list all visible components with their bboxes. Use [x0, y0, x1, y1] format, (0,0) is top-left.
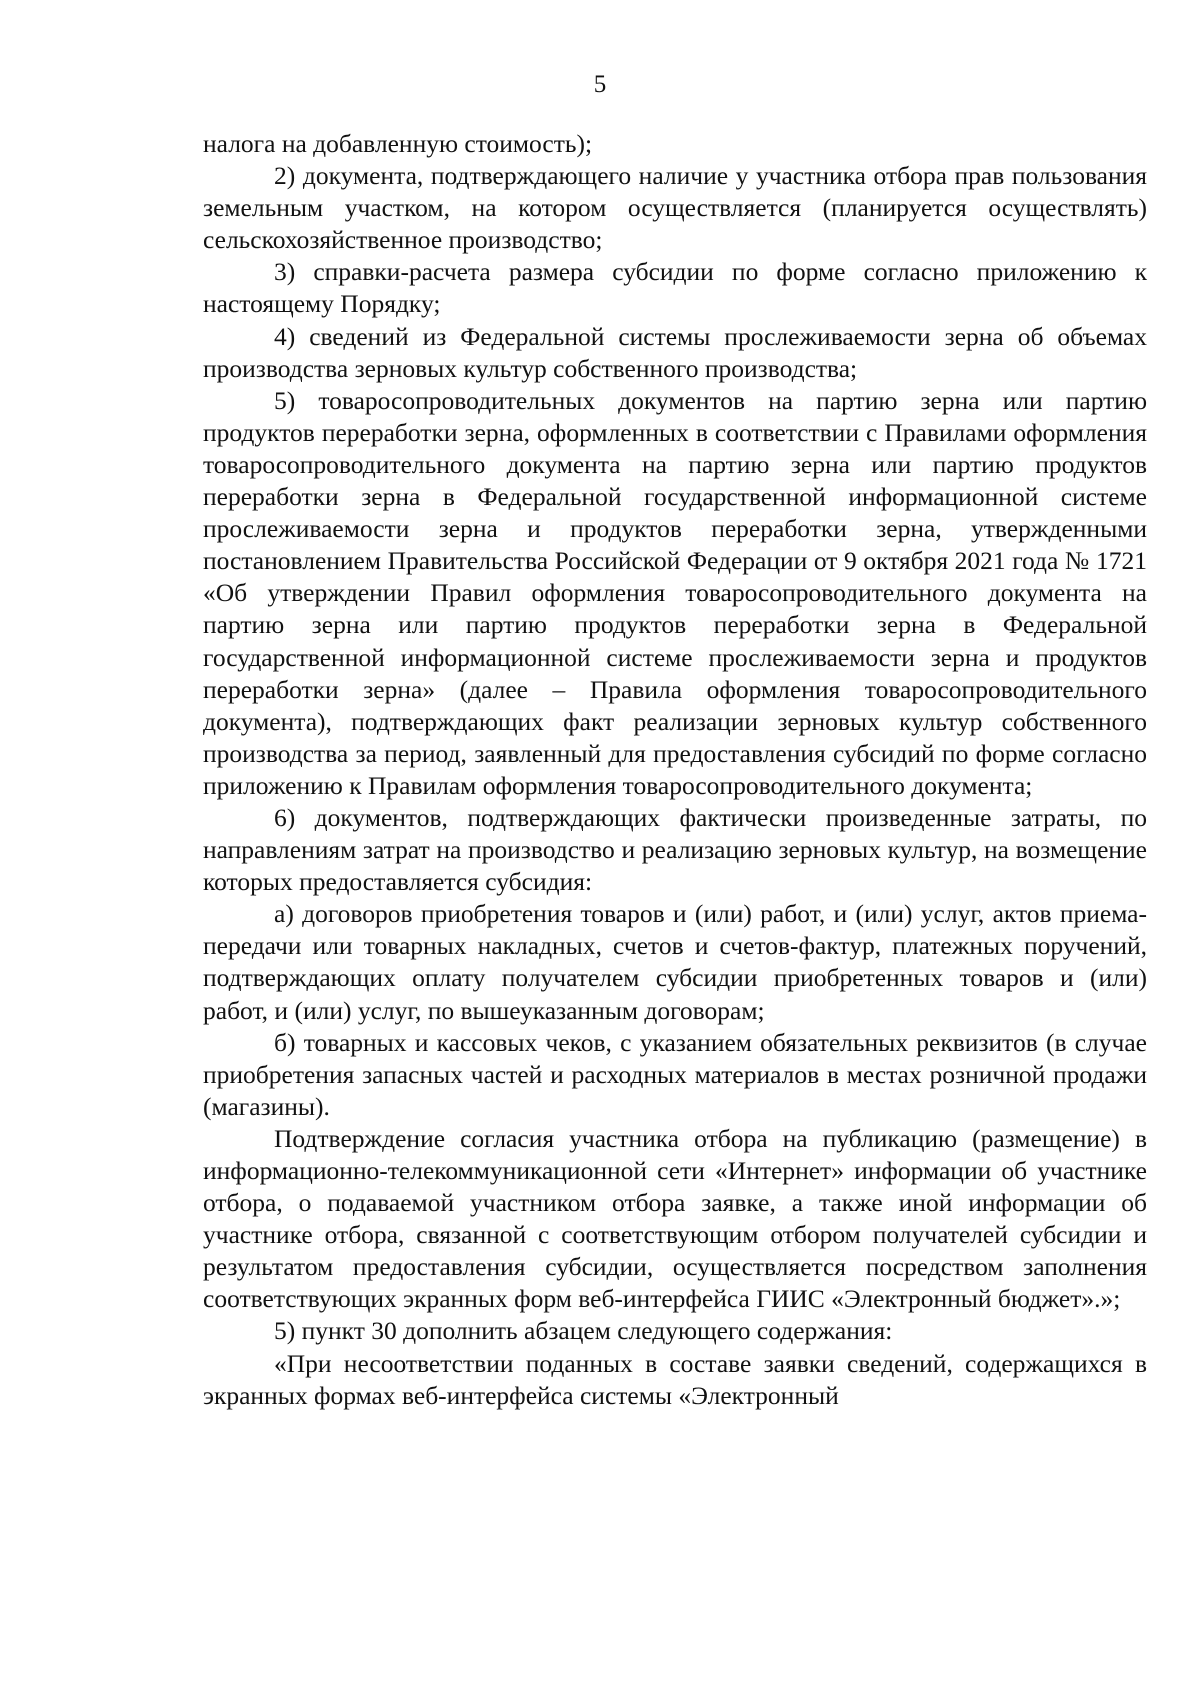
document-body: [203, 128, 1147, 1412]
paragraph-subitem-b: б) товарных и кассовых чеков, с указанием обязательных реквизитов (в случае приобретения запасных частей и расходных материалов в местах розничной продажи (магазины).: [203, 1027, 1147, 1121]
paragraph-item-4: 4) сведений из Федеральной системы прослеживаемости зерна об объемах производства зерновых культур собственного производства;: [203, 321, 1147, 383]
paragraph-item-2: 2) документа, подтверждающего наличие у участника отбора прав пользования земельным участком, на котором осуществляется (планируется осуществлять) сельскохозяйственное производство;: [203, 161, 1147, 255]
paragraph-item-3: 3) справки-расчета размера субсидии по форме согласно приложению к настоящему Порядку;: [203, 257, 1147, 319]
paragraph-consent: Подтверждение согласия участника отбора на публикацию (размещение) в информационно-телекоммуникационной сети «Интернет» информации об участнике отбора, о подаваемой участником отбора заявке, а также иной информации об участнике отбора, связанной с соответствующим отбором получателей субсидии и результатом предоставления субсидии, осуществляется посредством заполнения соответствующих экранных форм веб-интерфейса ГИИС «Электронный бюджет».»;: [203, 1123, 1147, 1314]
page-number: 5: [593, 71, 607, 98]
paragraph-item-6: 6) документов, подтверждающих фактически произведенные затраты, по направлениям затрат на производство и реализацию зерновых культур, на возмещение которых предоставляется субсидия:: [203, 802, 1147, 897]
paragraph-quote: «При несоответствии поданных в составе заявки сведений, содержащихся в экранных формах веб-интерфейса системы «Электронный: [203, 1348, 1147, 1410]
paragraph-item-5: 5) товаросопроводительных документов на партию зерна или партию продуктов переработки зерна, оформленных в соответствии с Правилами оформления товаросопроводительного документа на партию зерна или партию продуктов переработки зерна в Федеральной государственной информационной системе прослеживаемости зерна и продуктов переработки зерна, утвержденными постановлением Правительства Российской Федерации от 9 октября 2021 года № 1721 «Об утверждении Правил оформления товаросопроводительного документа на партию зерна или партию продуктов переработки зерна в Федеральной государственной информационной системе прослеживаемости зерна и продуктов переработки зерна» (далее – Правила оформления товаросопроводительного документа), подтверждающих факт реализации зерновых культур собственного производства за период, заявленный для предоставления субсидий по форме согласно приложению к Правилам оформления товаросопроводительного документа;: [203, 385, 1147, 800]
paragraph-subitem-a: а) договоров приобретения товаров и (или) работ, и (или) услуг, актов приема-передачи или товарных накладных, счетов и счетов-фактур, платежных поручений, подтверждающих оплату получателем субсидии приобретенных товаров и (или) работ, и (или) услуг, по вышеуказанным договорам;: [203, 899, 1147, 1025]
paragraph-continuation: налога на добавленную стоимость);: [203, 129, 593, 158]
paragraph-amendment-30: 5) пункт 30 дополнить абзацем следующего содержания:: [274, 1316, 893, 1346]
